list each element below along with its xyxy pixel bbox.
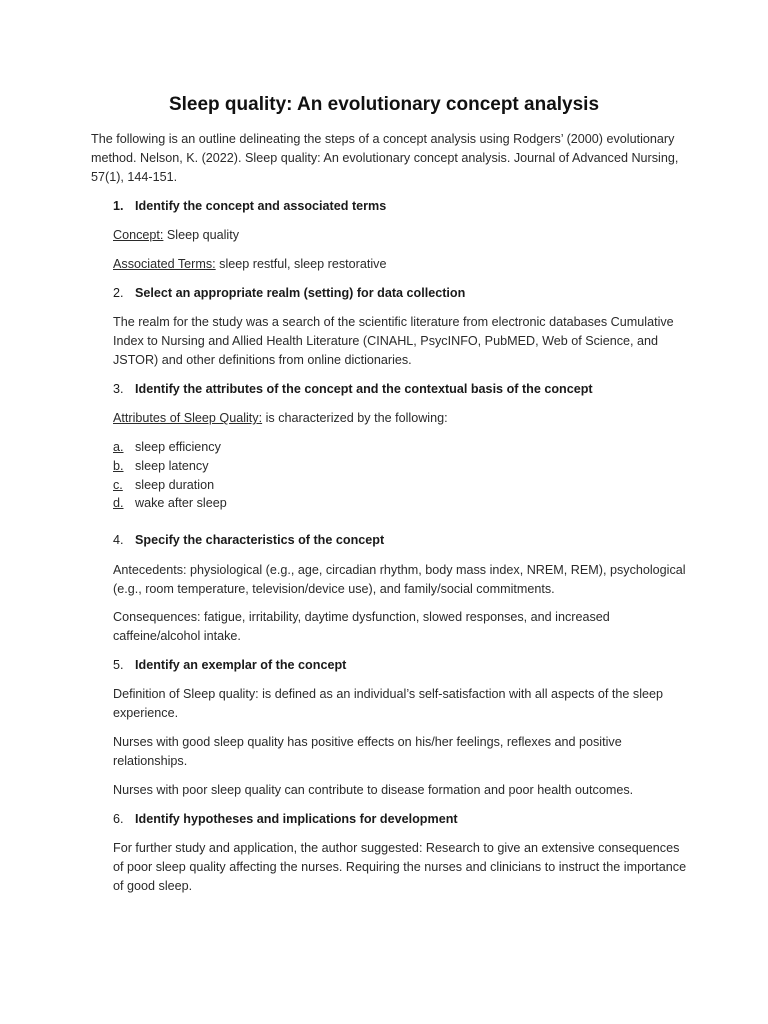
step-number: 4. (113, 533, 124, 547)
attribute-item (113, 457, 209, 476)
step-4-heading (113, 531, 384, 550)
step-2-heading (113, 284, 465, 303)
step-title: Identify the concept and associated terms (135, 199, 387, 213)
attribute-text: sleep latency (135, 459, 209, 473)
step-title: Identify the attributes of the concept and the contextual basis of the concept (135, 382, 593, 396)
concept-value: Sleep quality (163, 228, 240, 242)
attribute-letter: c. (113, 478, 123, 492)
consequences-paragraph: Consequences: fatigue, irritability, daytime dysfunction, slowed responses, and increased caffeine/alcohol intake. (113, 610, 610, 643)
associated-terms-value: sleep restful, sleep restorative (215, 257, 387, 271)
associated-terms-line (113, 255, 386, 274)
associated-terms-label: Associated Terms: (113, 257, 216, 271)
attribute-text: sleep efficiency (135, 440, 221, 454)
step-5-heading (113, 656, 346, 675)
good-sleep-paragraph: Nurses with good sleep quality has positive effects on his/her feelings, reflexes and positive relationships. (113, 735, 622, 768)
step-number: 5. (113, 658, 124, 672)
antecedents-paragraph: Antecedents: physiological (e.g., age, circadian rhythm, body mass index, NREM, REM), psychological (e.g., room temperature, television/device use), and family/social commitments. (113, 563, 686, 596)
step-1-heading (113, 197, 386, 216)
attribute-item (113, 494, 227, 513)
step-number: 1. (113, 199, 124, 213)
attribute-item (113, 476, 214, 495)
step-title: Select an appropriate realm (setting) for data collection (135, 286, 466, 300)
step-number: 2. (113, 286, 124, 300)
attributes-line (113, 409, 448, 428)
concept-line (113, 226, 239, 245)
intro-paragraph: The following is an outline delineating the steps of a concept analysis using Rodgers’ (2000) evolutionary method. Nelson, K. (2022). Sleep quality: An evolutionary concept analysis. Journal of Advanced Nursing, 57(1), 144-151. (91, 132, 679, 184)
step-title: Specify the characteristics of the concept (135, 533, 385, 547)
concept-label: Concept: (113, 228, 164, 242)
step-number: 6. (113, 812, 124, 826)
attributes-label: Attributes of Sleep Quality: (113, 411, 263, 425)
attribute-letter: d. (113, 496, 124, 510)
step-title: Identify hypotheses and implications for development (135, 812, 458, 826)
step-6-heading (113, 810, 458, 829)
step-title: Identify an exemplar of the concept (135, 658, 347, 672)
attribute-letter: a. (113, 440, 124, 454)
step-3-heading (113, 380, 593, 399)
step-number: 3. (113, 382, 124, 396)
attribute-item (113, 438, 221, 457)
definition-paragraph: Definition of Sleep quality: is defined as an individual’s self-satisfaction with all aspects of the sleep experience. (113, 687, 664, 720)
attribute-text: sleep duration (135, 478, 215, 492)
document-title: Sleep quality: An evolutionary concept analysis (168, 94, 600, 115)
attributes-value: is characterized by the following: (262, 411, 448, 425)
further-study-paragraph: For further study and application, the author suggested: Research to give an extensive consequences of poor sleep quality affecting the nurses. Requiring the nurses and clinicians to instruct the importance of good sleep. (113, 841, 687, 893)
realm-paragraph: The realm for the study was a search of the scientific literature from electronic databases Cumulative Index to Nursing and Allied Health Literature (CINAHL, PsycINFO, PubMED, Web of Science, and JSTOR) and other definitions from online dictionaries. (113, 315, 674, 367)
poor-sleep-paragraph: Nurses with poor sleep quality can contribute to disease formation and poor health outcomes. (113, 783, 634, 797)
attribute-letter: b. (113, 459, 124, 473)
attribute-text: wake after sleep (135, 496, 227, 510)
